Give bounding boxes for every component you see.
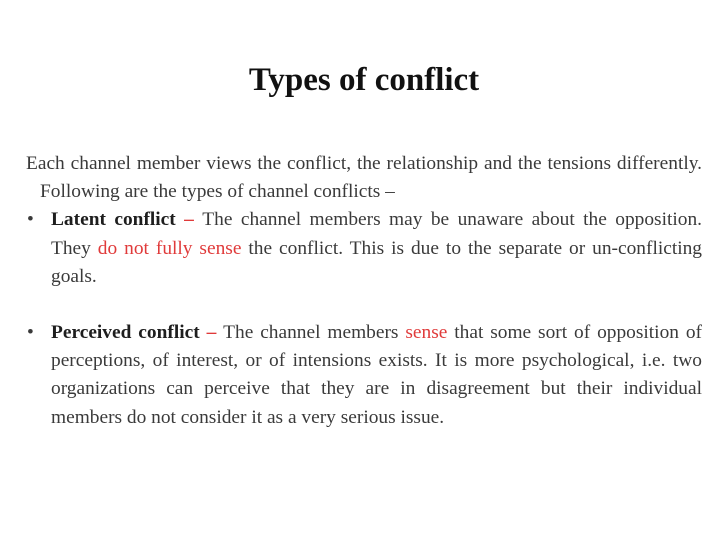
term-dash: – — [199, 322, 224, 344]
term-dash: – — [175, 209, 203, 231]
conflict-type-list — [26, 206, 702, 431]
bullet-perceived-conflict — [26, 319, 702, 432]
bullet-text: that some sort of opposition of perceptions, of interest, or of intensions exists. It is more psychological, i.e. two organizations can perceive that they are in disagreement but their individual members do not consider it as a very serious issue. — [51, 322, 703, 428]
slide-title: Types of conflict — [248, 62, 480, 98]
bullet-latent-conflict — [26, 206, 702, 291]
term-perceived-conflict: Perceived conflict — [51, 322, 200, 344]
intro-paragraph: Each channel member views the conflict, the relationship and the tensions differently. Following are the types of channel conflicts – — [26, 153, 702, 203]
highlight-text: sense — [405, 322, 448, 344]
slide-body — [26, 150, 702, 432]
bullet-dot-icon: • — [27, 209, 34, 231]
bullet-dot-icon: • — [27, 322, 34, 344]
bullet-text: the conflict. This is due to the separate or un-conflicting goals. — [51, 237, 702, 287]
term-latent-conflict: Latent conflict — [51, 209, 176, 231]
bullet-text: The channel members may be unaware about the opposition. They — [51, 209, 703, 259]
highlight-text: do not fully sense — [97, 237, 242, 259]
bullet-text: The channel members — [223, 322, 406, 344]
